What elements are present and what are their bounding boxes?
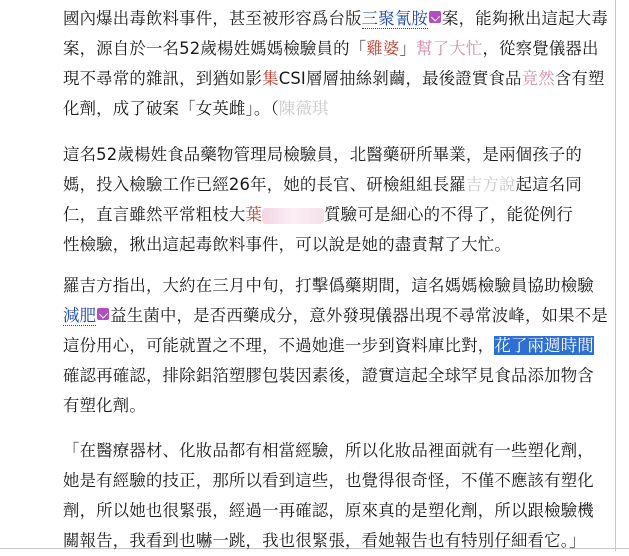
paragraph-line: 關報告，我看到也嚇一跳，我也很緊張，看她報告也有特別仔細看它。」 xyxy=(63,531,586,550)
paragraph-line: 仁，直言雖然平常粗枝大葉 質驗可是細心的不得了，能從例行 xyxy=(63,205,573,224)
paragraph-line: 確認再確認，排除鋁箔塑膠包裝因素後，證實這起全球罕見食品添加物含 xyxy=(63,366,594,385)
article-paragraph-2 xyxy=(63,140,611,260)
paragraph-line: 劑，所以她也很緊張，經過一再確認，原來真的是塑化劑，所以跟檢驗機 xyxy=(63,501,594,520)
obscured-text xyxy=(262,208,324,224)
paragraph-line: 有塑化劑。 xyxy=(63,396,146,415)
paragraph-line: 案，源自於一名52歲楊姓媽媽檢驗員的「雞婆」幫了大忙，從察覺儀器出 xyxy=(63,39,599,58)
reporter-byline: 陳薇琪 xyxy=(278,99,329,118)
article-paragraph-3 xyxy=(63,271,611,421)
article-paragraph-4 xyxy=(63,436,611,556)
paragraph-line: 國內爆出毒飲料事件，甚至被形容爲台版三聚氰胺 案，能夠揪出這起大毒 xyxy=(63,9,608,28)
paragraph-line: 性檢驗，揪出這起毒飲料事件，可以說是她的盡責幫了大忙。 xyxy=(63,235,511,254)
selected-text[interactable]: 花了兩週時間 xyxy=(494,336,594,355)
paragraph-line: 羅吉方指出，大約在三月中旬，打擊僞藥期間，這名媽媽檢驗員協助檢驗 xyxy=(63,276,594,295)
keyword-link-melamine[interactable]: 三聚氰胺 xyxy=(361,9,429,28)
paragraph-line: 化劑，成了破案「女英雌」。（陳薇琪 xyxy=(63,99,329,118)
page-border-right xyxy=(615,0,616,551)
paragraph-line: 這份用心，可能就置之不理，不過她進一步到資料庫比對，花了兩週時間 xyxy=(63,336,594,355)
paragraph-line: 她是有經驗的技正，那所以看到這些，也覺得很奇怪，不僅不應該有塑化 xyxy=(63,471,594,490)
paragraph-line: 媽，投入檢驗工作已經26年，她的長官、研檢組組長羅吉方說起這名同 xyxy=(63,175,582,194)
paragraph-line: 「在醫療器材、化妝品都有相當經驗，所以化妝品裡面就有一些塑化劑， xyxy=(63,441,594,460)
keyword-link-diet[interactable]: 減肥 xyxy=(63,306,97,325)
paragraph-line: 減肥 益生菌中，是否西藥成分，意外發現儀器出現不尋常波峰，如果不是 xyxy=(63,306,608,325)
paragraph-line: 這名52歲楊姓食品藥物管理局檢驗員，北醫藥研所畢業，是兩個孩子的 xyxy=(63,145,582,164)
paragraph-line: 現不尋常的雜訊，到猶如影集CSI層層抽絲剝繭，最後證實食品竟然含有塑 xyxy=(63,69,605,88)
keyword-badge-icon[interactable] xyxy=(97,308,109,320)
keyword-badge-icon[interactable] xyxy=(429,11,441,23)
article-paragraph-1 xyxy=(63,4,611,124)
